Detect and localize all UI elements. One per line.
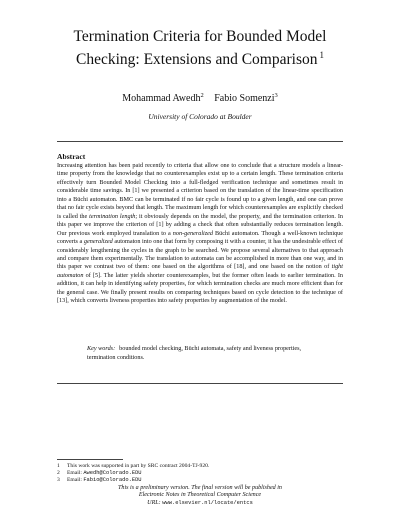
footnote — [57, 463, 209, 470]
keywords-label: Key words: — [87, 345, 116, 352]
footnote-rule — [57, 459, 123, 460]
notice-line: Electronic Notes in Theoretical Computer Science — [138, 492, 262, 499]
footnote-text: This work was supported in part by SRC contract 2004-TJ-920. — [67, 463, 210, 469]
abstract-segment: of [5]. The latter yields shorter counterexamples, but the former often leads to earlier termination. In addition, it can help in identifying safety properties, for which termination checks are much more efficient than for the general case. We finally present results on comparing techniques based on cycle detection to the technique of [13], which converts liveness properties into safety properties by augmentation of the model. — [57, 271, 343, 305]
keywords — [87, 345, 317, 362]
paper-title — [40, 28, 360, 69]
abstract-emphasis: generalized — [83, 238, 113, 246]
abstract-emphasis: non-generalized — [172, 229, 214, 237]
abstract-top-rule — [57, 141, 343, 142]
title-footnote-mark: 1 — [319, 50, 324, 60]
abstract-heading: Abstract — [57, 152, 86, 161]
preliminary-notice — [90, 485, 310, 507]
author-footnote-mark: 3 — [274, 92, 278, 99]
email-link[interactable]: Fabio@Colorado.EDU — [83, 477, 142, 483]
footnote — [57, 470, 209, 477]
email-link[interactable]: Awedh@Colorado.EDU — [83, 470, 142, 476]
abstract-segment: Increasing attention has been paid recently to criteria that allow one to conclude that a structure models a linear-time property from the knowledge that no counterexamples exist up to a certain length. These termination criteria effectively turn Bounded Model Checking into a full-fledged verification technique and sometimes result in considerable time savings. In [1] we presented a criterion based on the translation of the linear-time specification into a Büchi automaton. BMC can be terminated if no fair cycle is found up to a given length, and one can prove that no fair cycle exists beyond that length. The maximum length for which counterexamples are explicitly checked is called the — [57, 162, 343, 220]
footnotes — [57, 463, 209, 484]
author-list — [40, 92, 360, 104]
title-line-2: Checking: Extensions and Comparison — [75, 51, 318, 68]
abstract-bottom-rule — [57, 383, 343, 384]
footnote — [57, 477, 209, 484]
footnote-number: 2 — [57, 470, 60, 476]
author-footnote-mark: 2 — [200, 92, 204, 99]
notice-line: This is a preliminary version. The final version will be published in — [118, 485, 282, 491]
abstract-emphasis: tight automaton — [57, 263, 343, 279]
affiliation: University of Colorado at Boulder — [148, 112, 252, 121]
notice-url-link[interactable]: www.elsevier.nl/locate/entcs — [162, 499, 253, 506]
title-line-1: Termination Criteria for Bounded Model — [73, 28, 327, 45]
abstract-segment: Büchi automaton. Though a well-known technique converts a — [57, 229, 344, 246]
abstract-text — [57, 162, 343, 306]
notice-url-label: URL: — [147, 499, 163, 506]
keywords-text: bounded model checking, Büchi automata, safety and liveness properties, termination conditions. — [87, 345, 302, 361]
abstract-segment: ; it obviously depends on the model, the property, and the termination criterion. In this paper we improve the criterion of [1] by adding a check that often substantially reduces termination length. Our previous work employed translation to a — [57, 212, 343, 237]
abstract-segment: automaton into one that form by composing it with a counter, it has the undesirable effect of considerably lengthening the cycles in the graph to be searched. We propose several alternatives to that approach and compare them experimentally. The translation to automata can be accomplished in more than one way, and in this paper we contrast two of them: one based on the algorithms of [18], and one based on the notion of — [57, 238, 343, 271]
footnote-label: Email: — [67, 477, 84, 483]
footnote-label: Email: — [67, 470, 84, 476]
footnote-number: 1 — [57, 463, 60, 469]
author-name: Fabio Somenzi — [214, 93, 275, 104]
author-name: Mohammad Awedh — [122, 93, 201, 104]
abstract-emphasis: termination length — [89, 212, 136, 220]
footnote-number: 3 — [57, 477, 60, 483]
